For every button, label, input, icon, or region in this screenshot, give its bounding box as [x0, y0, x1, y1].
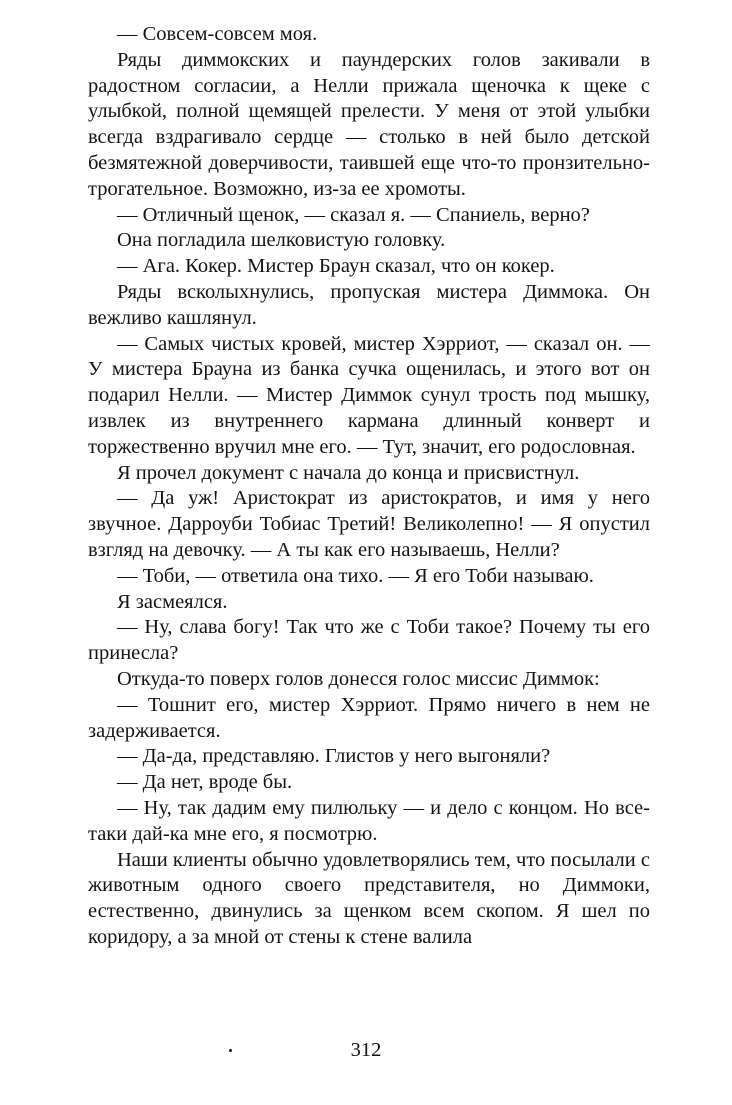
paragraph: — Совсем-совсем моя.: [117, 23, 318, 45]
paragraph: — Ну, слава богу! Так что же с Тоби такое? Почему ты его принесла?: [88, 616, 650, 665]
paragraph: Я прочел документ с начала до конца и присвистнул.: [117, 461, 580, 484]
page-number: 312: [350, 1039, 382, 1061]
paragraph: Ряды всколыхнулись, пропуская мистера Диммока. Он вежливо кашлянул.: [88, 280, 650, 329]
paragraph: — Тошнит его, мистер Хэрриот. Прямо ничего в нем не задерживается.: [88, 693, 650, 742]
paragraph: — Тоби, — ответила она тихо. — Я его Тоби называю.: [117, 564, 594, 587]
paragraph: — Отличный щенок, — сказал я. — Спаниель, верно?: [117, 203, 590, 226]
paragraph: Она погладила шелковистую головку.: [117, 229, 446, 252]
paragraph: — Самых чистых кровей, мистер Хэрриот, — сказал он. — У мистера Брауна из банка сучка ощенилась, и этого вот он подарил Нелли. — Мистер Диммок сунул трость под мышку, извлек из внутреннего кармана длинный конверт и торжественно вручил мне его. — Тут, значит, его родословная.: [88, 332, 650, 458]
paragraph: Ряды диммокских и паундерских голов закивали в радостном согласии, а Нелли прижала щеночка к щеке с улыбкой, полной щемящей прелести. У меня от этой улыбки всегда вздрагивало сердце — столько в ней было детской безмятежной доверчивости, таившей еще что-то пронзительно-трогательное. Возможно, из-за ее хромоты.: [88, 48, 650, 200]
page-text: [88, 22, 650, 951]
paragraph: — Да уж! Аристократ из аристократов, и имя у него звучное. Дарроуби Тобиас Третий! Великолепно! — Я опустил взгляд на девочку. — А ты как его называешь, Нелли?: [88, 487, 650, 561]
paragraph: — Ага. Кокер. Мистер Браун сказал, что он кокер.: [117, 255, 555, 278]
paragraph: — Да-да, представляю. Глистов у него выгоняли?: [117, 745, 551, 768]
paragraph: — Ну, так дадим ему пилюльку — и дело с концом. Но все-таки дай-ка мне его, я посмотрю.: [88, 796, 650, 845]
paragraph: Наши клиенты обычно удовлетворялись тем, что посылали с животным одного своего представителя, но Диммоки, естественно, двинулись за щенком всем скопом. Я шел по коридору, а за мной от стены к стене валила: [88, 848, 650, 948]
paragraph: — Да нет, вроде бы.: [117, 771, 293, 794]
paragraph: Откуда-то поверх голов донесся голос миссис Диммок:: [117, 667, 600, 690]
paragraph: Я засмеялся.: [117, 590, 228, 613]
